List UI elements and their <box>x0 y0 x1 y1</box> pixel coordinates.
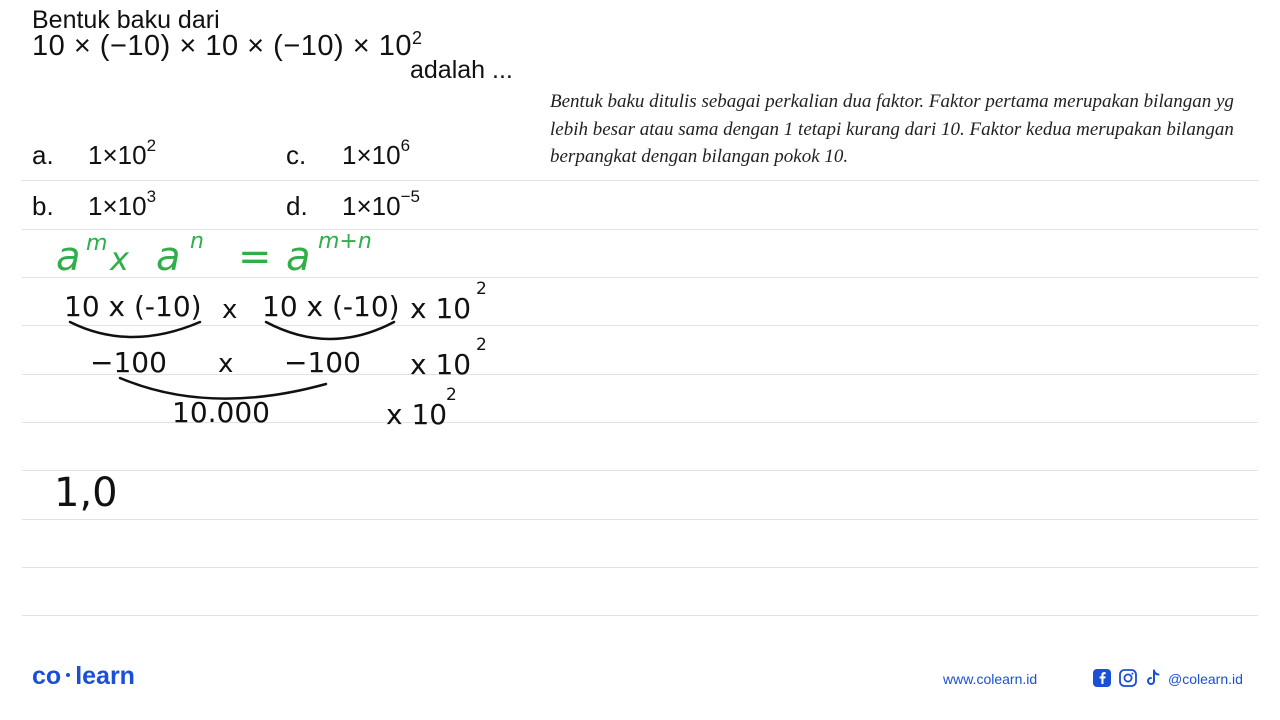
tiktok-icon[interactable] <box>1143 668 1163 688</box>
rule-exp-3: m+n <box>318 229 372 254</box>
logo-right: learn <box>75 662 135 690</box>
option-exponent: −5 <box>400 187 420 206</box>
logo-dot <box>66 673 70 677</box>
brace-line1-right <box>266 322 394 339</box>
line1-op1: x <box>222 295 238 325</box>
line2-term2: −100 <box>284 346 361 379</box>
answer-start: 1,0 <box>54 470 118 516</box>
rule-base-3: a <box>286 234 311 280</box>
line1-term2: 10 x (-10) <box>262 290 400 323</box>
rule-equals: = <box>238 234 272 280</box>
question-title: Bentuk baku dari <box>32 6 220 34</box>
rule-base-1: a <box>56 234 81 280</box>
rule-exp-2: n <box>190 229 204 254</box>
explanation-text: Bentuk baku ditulis sebagai perkalian dua faktor. Faktor pertama merupakan bilangan yg lebih besar atau sama dengan 1 tetapi kurang dari 10. Faktor kedua merupakan bilangan berpangkat dengan bilangan pokok 10. <box>550 91 1234 167</box>
exponent-rule <box>56 229 372 280</box>
option-letter: b. <box>32 191 54 221</box>
rule-exp-1: m <box>86 231 108 256</box>
expression-exponent: 2 <box>411 28 423 48</box>
line2-op1: x <box>218 349 234 379</box>
logo-left: co <box>32 662 62 690</box>
instagram-icon[interactable] <box>1118 668 1138 688</box>
website-link[interactable]: www.colearn.id <box>943 671 1038 687</box>
option-exponent: 3 <box>146 187 157 206</box>
line2-term1: −100 <box>90 346 167 379</box>
question-suffix: adalah ... <box>410 56 513 84</box>
line1-exp: 2 <box>476 279 487 299</box>
rule-times: x <box>110 240 129 278</box>
option-value: 1×10 <box>342 140 401 170</box>
colearn-logo[interactable] <box>32 662 135 691</box>
line2-exp: 2 <box>476 335 487 355</box>
option-letter: a. <box>32 140 54 170</box>
line2-op2: x 10 <box>410 348 472 381</box>
option-exponent: 2 <box>146 136 157 155</box>
expression-base: 10 × (−10) × 10 × (−10) × 10 <box>32 30 412 62</box>
option-value: 1×10 <box>88 140 147 170</box>
option-value: 1×10 <box>88 191 147 221</box>
line3-op: x 10 <box>386 398 448 431</box>
line3-term: 10.000 <box>172 396 270 429</box>
working-lines <box>54 279 487 516</box>
brace-line1-left <box>70 322 200 337</box>
line1-term1: 10 x (-10) <box>64 290 202 323</box>
social-handle[interactable]: @colearn.id <box>1168 671 1243 687</box>
line1-op2: x 10 <box>410 292 472 325</box>
option-letter: d. <box>286 191 308 221</box>
facebook-icon[interactable] <box>1092 668 1112 688</box>
option-letter: c. <box>286 140 307 170</box>
option-value: 1×10 <box>342 191 401 221</box>
line3-exp: 2 <box>446 385 457 405</box>
option-exponent: 6 <box>400 136 411 155</box>
rule-base-2: a <box>156 234 181 280</box>
